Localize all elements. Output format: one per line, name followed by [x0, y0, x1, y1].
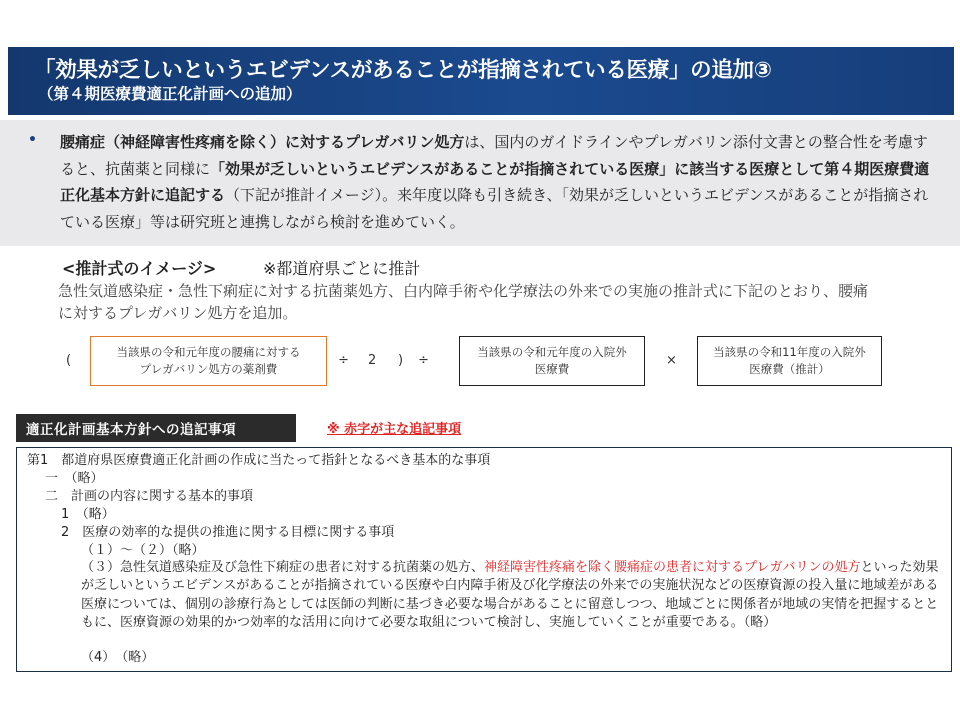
policy-tag: 適正化計画基本方針への追記事項	[16, 414, 296, 442]
formula-box-future-cost	[697, 336, 882, 386]
policy-line-4: 1 （略）	[61, 507, 115, 522]
formula-close-paren: )	[398, 353, 404, 368]
formula-times: ×	[666, 353, 677, 368]
summary-bold-2: 「効果が乏しいというエビデンスがあることが指摘されている医療」に該当する医療として第４期医療費適正化基本方針に追記する	[60, 159, 930, 204]
title-banner	[8, 47, 954, 115]
formula-box-outpatient-cost	[459, 336, 645, 386]
bullet-icon: •	[28, 132, 37, 148]
formula-box3-text: 当該県の令和11年度の入院外 医療費（推計）	[713, 345, 866, 376]
summary-text-3: （下記が推計イメージ）。来年度以降も引き続き、「効果が乏しいというエビデンスがあることが指摘されている医療」等は研究班と連携しながら検討を進めていく。	[60, 186, 929, 231]
policy-detail-box	[16, 447, 952, 672]
policy-line-3: 二 計画の内容に関する基本的事項	[45, 489, 254, 504]
policy-line-6: （１）～（２）（略）	[81, 543, 205, 558]
summary-text	[60, 129, 940, 235]
formula-box1-text: 当該県の令和元年度の腰痛に対する プレガバリン処方の薬剤費	[116, 345, 301, 376]
policy-paragraph-3	[81, 559, 943, 632]
policy-para-text-a: （３）急性気道感染症及び急性下痢症の患者に対する抗菌薬の処方、	[81, 560, 485, 575]
formula-divide-1: ÷	[338, 353, 349, 368]
formula-box2-text: 当該県の令和元年度の入院外 医療費	[477, 345, 627, 376]
page-subtitle: （第４期医療費適正化計画への追加）	[38, 85, 302, 103]
policy-line-2: 一 （略）	[45, 471, 104, 486]
summary-text-2: は、国内のガイドラインやプレガバリン添付文書との整合性を考慮すると、抗菌薬と同様に	[60, 133, 928, 178]
formula-box-pregabalin-cost	[90, 336, 327, 386]
summary-panel	[0, 120, 960, 246]
estimate-description: 急性気道感染症・急性下痢症に対する抗菌薬処方、白内障手術や化学療法の外来での実施の推計式に下記のとおり、腰痛に対するプレガバリン処方を追加。	[58, 282, 869, 322]
estimate-note: ※都道府県ごとに推計	[263, 259, 421, 278]
red-text-note: ※ 赤字が主な追記事項	[327, 422, 462, 437]
page-title: 「効果が乏しいというエビデンスがあることが指摘されている医療」の追加③	[34, 58, 772, 83]
policy-line-1: 第1 都道府県医療費適正化計画の作成に当たって指針となるべき基本的な事項	[27, 453, 491, 468]
formula-open-paren: (	[66, 353, 72, 368]
summary-bold-1: 腰痛症（神経障害性疼痛を除く）に対するプレガバリン処方	[60, 133, 465, 151]
formula-divide-2: ÷	[418, 353, 429, 368]
estimate-heading: <推計式のイメージ>	[62, 259, 217, 278]
policy-line-8: （4） （略）	[81, 650, 155, 665]
formula-two: 2	[368, 353, 377, 368]
policy-para-text-b: といった効果が乏しいというエビデンスがあることが指摘されている医療や白内障手術及び化学療法の外来での実施状況などの医療資源の投入量に地域差がある医療については、個別の診療行為としては医師の判断に基づき必要な場合があることに留意しつつ、地域ごとに関係者が地域の実情を把握するとともに、医療資源の効果的かつ効率的な活用に向けて必要な取組について検討し、実施していくことが重要である。（略）	[81, 560, 939, 630]
policy-para-red-text: 神経障害性疼痛を除く腰痛症の患者に対するプレガバリンの処方	[484, 560, 861, 575]
policy-line-5: 2 医療の効率的な提供の推進に関する目標に関する事項	[61, 525, 395, 540]
